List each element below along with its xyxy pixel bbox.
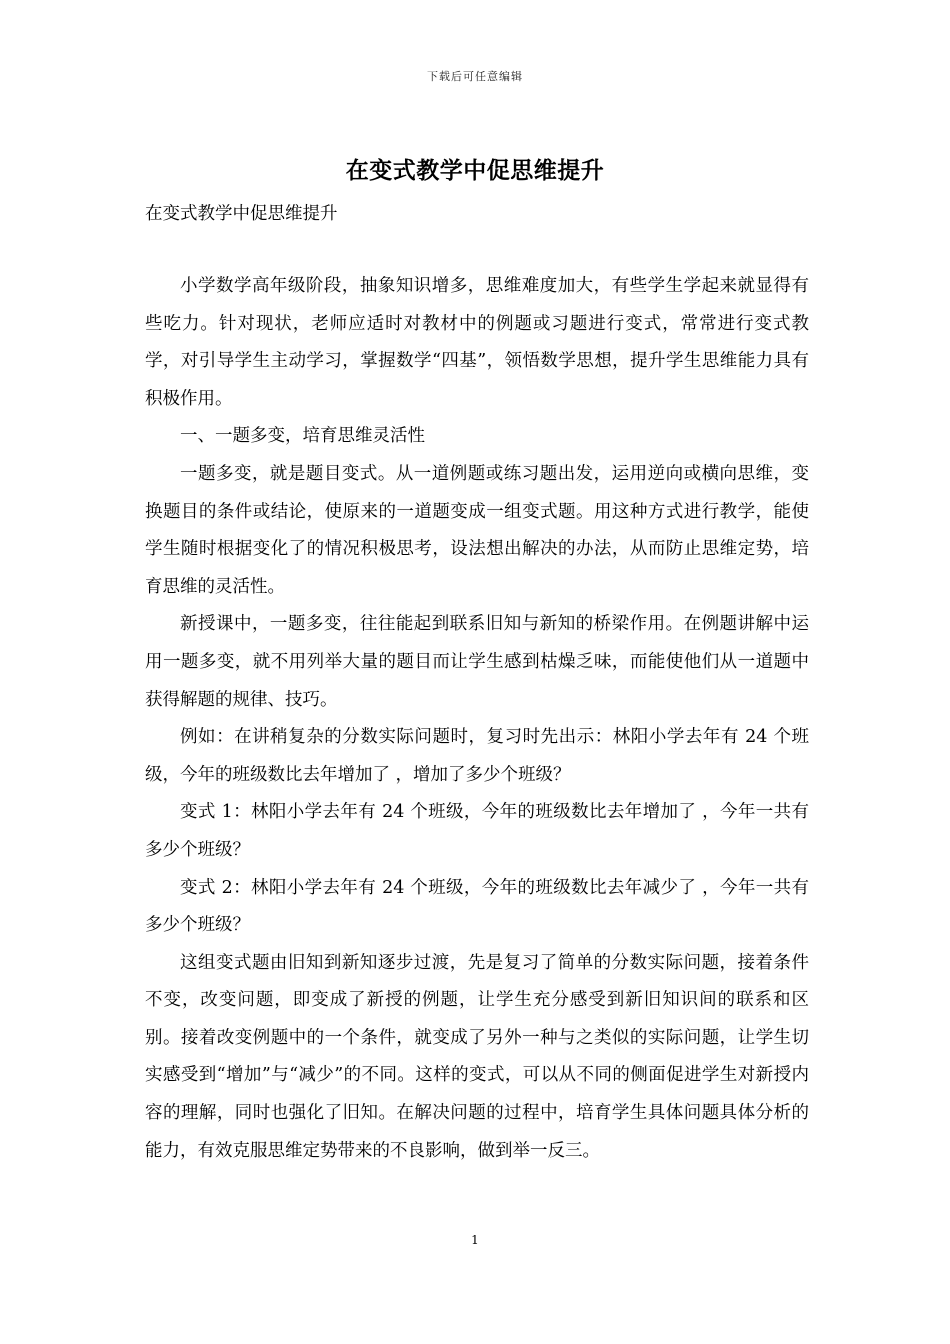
document-body [145, 268, 809, 1170]
page-header-note: 下载后可任意编辑 [427, 70, 523, 83]
paragraph: 这组变式题由旧知到新知逐步过渡，先是复习了简单的分数实际问题，接着条件不变，改变问题，即变成了新授的例题，让学生充分感受到新旧知识间的联系和区别。接着改变例题中的一个条件，就变成了另外一种与之类似的实际问题，让学生切实感受到“增加”与“减少”的不同。这样的变式，可以从不同的侧面促进学生对新授内容的理解，同时也强化了旧知。在解决问题的过程中，培育学生具体问题具体分析的能力，有效克服思维定势带来的不良影响，做到举一反三。 [145, 952, 809, 1161]
document-title: 在变式教学中促思维提升 [345, 157, 605, 184]
paragraph-variant-2: 变式 2：林阳小学去年有 24 个班级，今年的班级数比去年减少了 ，今年一共有多少个班级？ [145, 877, 809, 936]
paragraph-example: 例如：在讲稍复杂的分数实际问题时，复习时先出示：林阳小学去年有 24 个班级，今年的班级数比去年增加了 ，增加了多少个班级？ [145, 727, 809, 785]
page-number: 1 [471, 1233, 479, 1247]
paragraph-intro: 小学数学高年级阶段，抽象知识增多，思维难度加大，有些学生学起来就显得有些吃力。针对现状，老师应适时对教材中的例题或习题进行变式，常常进行变式教学，对引导学生主动学习，掌握数学“四基”，领悟数学思想，提升学生思维能力具有积极作用。 [145, 276, 809, 409]
document-subtitle: 在变式教学中促思维提升 [145, 204, 338, 224]
paragraph: 一题多变，就是题目变式。从一道例题或练习题出发，运用逆向或横向思维，变换题目的条件或结论，使原来的一道题变成一组变式题。用这种方式进行教学，能使学生随时根据变化了的情况积极思考，设法想出解决的办法，从而防止思维定势，培育思维的灵活性。 [145, 463, 809, 597]
section-heading: 一、一题多变，培育思维灵活性 [180, 426, 425, 447]
paragraph-variant-1: 变式 1：林阳小学去年有 24 个班级，今年的班级数比去年增加了 ，今年一共有多少个班级？ [145, 802, 809, 860]
paragraph: 新授课中，一题多变，往往能起到联系旧知与新知的桥梁作用。在例题讲解中运用一题多变，就不用列举大量的题目而让学生感到枯燥乏味，而能使他们从一道题中获得解题的规律、技巧。 [145, 614, 809, 710]
